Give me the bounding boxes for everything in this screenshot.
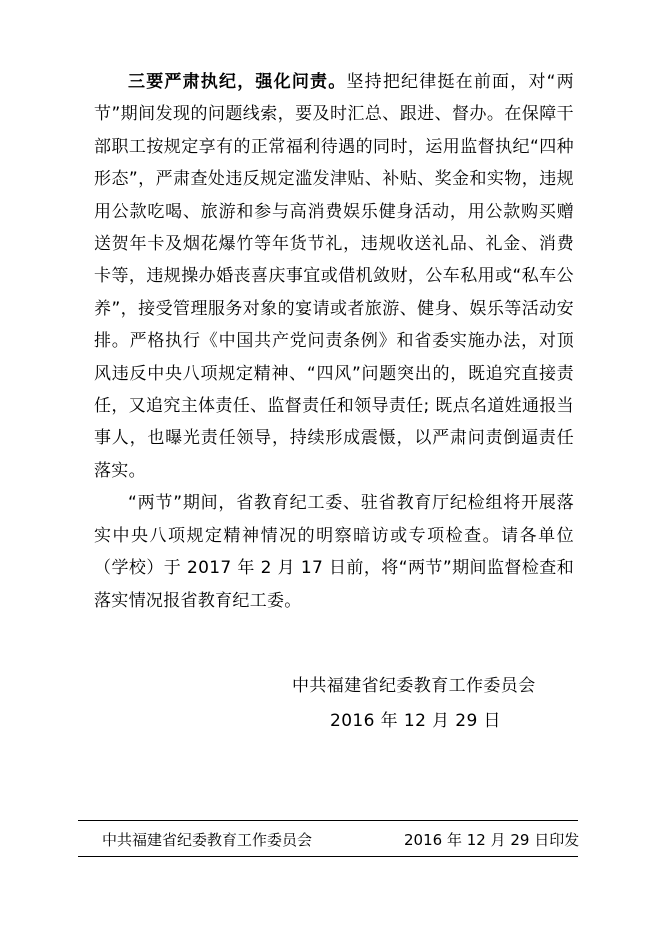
paragraph-text: 坚持把纪律挺在前面，对“两节”期间发现的问题线索，要及时汇总、跟进、督办。在保障干部职工按规定享有的正常福利待遇的同时，运用监督执纪“四种形态”，严肃查处违反规定滥发津贴、补贴、奖金和实物，违规用公款吃喝、旅游和参与高消费娱乐健身活动，用公款购买赠送贺年卡及烟花爆竹等年货节礼，违规收送礼品、礼金、消费卡等，违规操办婚丧喜庆事宜或借机敛财，公车私用或“私车公养”，接受管理服务对象的宴请或者旅游、健身、娱乐等活动安排。严格执行《中国共产党问责条例》和省委实施办法，对顶风违反中央八项规定精神、“四风”问题突出的，既追究直接责任，又追究主体责任、监督责任和领导责任; 既点名道姓通报当事人，也曝光责任领导，持续形成震慑，以严肃问责倒逼责任落实。 xyxy=(94,72,574,481)
footer-issuer: 中共福建省纪委教育工作委员会 xyxy=(102,831,313,849)
footer-divider-bottom xyxy=(78,856,578,857)
paragraph-inspection: “两节”期间，省教育纪工委、驻省教育厅纪检组将开展落实中央八项规定精神情况的明察暗访或专项检查。请各单位（学校）于 2017 年 2 月 17 日前，将“两节”期间监督检查和落实情况报省教育纪工委。 xyxy=(94,493,574,611)
paragraph-accountability xyxy=(94,66,574,487)
paragraph-lead: 三要严肃执纪，强化问责。 xyxy=(128,72,347,92)
signature-date: 2016 年 12 月 29 日 xyxy=(330,711,501,731)
footer-issue-date: 2016 年 12 月 29 日印发 xyxy=(404,831,580,849)
footer-divider-top xyxy=(78,820,578,821)
document-body xyxy=(94,66,574,617)
signature-organization: 中共福建省纪委教育工作委员会 xyxy=(292,676,536,696)
